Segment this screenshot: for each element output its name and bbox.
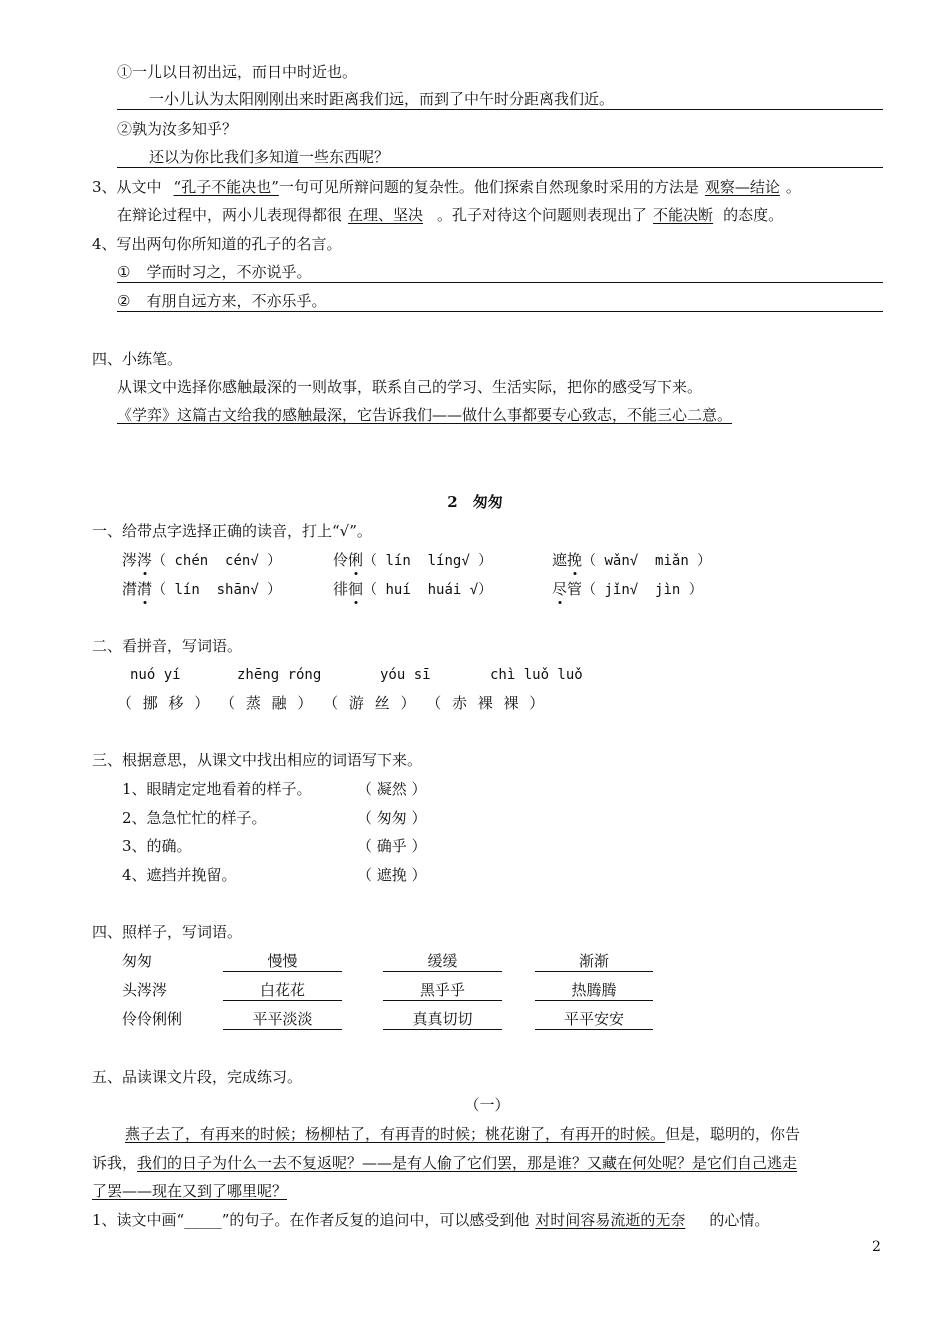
s5-para-line3: 了罢——现在又到了哪里呢？ <box>92 1182 288 1200</box>
pronunciation-item <box>122 550 281 571</box>
dotted-char: 挽 <box>567 551 583 569</box>
question-2-2: ②孰为汝多知乎？ <box>117 120 238 138</box>
question-2-1: ①一儿以日初出远，而日中时近也。 <box>117 63 358 81</box>
s3-a4: （ 遮挽 ） <box>357 866 427 884</box>
dotted-char: 徊 <box>348 580 364 598</box>
s2-pinyin-4: chì luǒ luǒ <box>490 667 583 683</box>
lesson-title: 2 匆匆 <box>447 493 503 511</box>
s4-answer-1-2: 缓缓 <box>383 951 502 972</box>
s2-pinyin-3: yóu sī <box>380 667 431 683</box>
s3-a2: （ 匆匆 ） <box>357 809 427 827</box>
s5-q1-end: 的心情。 <box>709 1211 770 1229</box>
answer-2-1: 一小儿认为太阳刚刚出来时距离我们远，而到了中午时分距离我们近。 <box>117 89 883 110</box>
question-4: 4、写出两句你所知道的孔子的名言。 <box>92 235 342 253</box>
q3-answer-2: 在理、坚决 <box>348 206 424 224</box>
s5-title: 五、品读课文片段，完成练习。 <box>92 1068 303 1086</box>
s4-answer-3-2: 真真切切 <box>383 1009 502 1030</box>
answer-4-1-num: ① <box>117 263 131 281</box>
pronunciation-item <box>552 550 711 571</box>
s5-para-underlined-2: 我们的日子为什么一去不复返呢？——是有人偷了它们罢，那是谁？又藏在何处呢？是它们自己逃走 <box>137 1154 798 1172</box>
s5-para-line2 <box>92 1153 797 1173</box>
s5-para-plain-1: 但是，聪明的，你告 <box>665 1125 801 1143</box>
s2-answers: （ 挪 移 ） （ 蒸 融 ） （ 游 丝 ） （ 赤 裸 裸 ） <box>117 694 545 712</box>
q3-text-f: 的态度。 <box>723 206 784 224</box>
pronunciation-word <box>552 551 582 569</box>
s1-title: 一、给带点字选择正确的读音，打上“√”。 <box>92 522 372 540</box>
pronunciation-word <box>122 580 152 598</box>
s4-label-3: 伶伶俐俐 <box>122 1010 183 1028</box>
q3-prefix: 3、从文中 <box>92 178 162 196</box>
pronunciation-word <box>333 551 363 569</box>
s4-answer-2-3: 热腾腾 <box>535 980 653 1001</box>
s4-title: 四、照样子，写词语。 <box>92 923 243 941</box>
s3-q2: 2、急急忙忙的样子。 <box>122 809 267 827</box>
s3-a1: （ 凝然 ） <box>357 780 427 798</box>
s5-q1-answer: 对时间容易流逝的无奈 <box>535 1211 686 1229</box>
section-4-prompt: 从课文中选择你感触最深的一则故事，联系自己的学习、生活实际，把你的感受写下来。 <box>117 378 703 396</box>
q3-answer-3: 不能决断 <box>653 206 714 224</box>
s5-q1-prefix: 1、读文中画“ <box>92 1211 185 1229</box>
s4-answer-3-1: 平平淡淡 <box>223 1009 342 1030</box>
q3-mid: 一句可见所辩问题的复杂性。他们探索自然现象时采用的方法是 <box>278 178 699 196</box>
s5-subtitle: （一） <box>464 1096 510 1114</box>
s2-pinyin-2: zhēng róng <box>237 667 322 683</box>
dotted-char: 尽 <box>552 580 568 598</box>
pronunciation-word <box>122 551 152 569</box>
s4-label-2: 头涔涔 <box>122 981 168 999</box>
s4-answer-2-1: 白花花 <box>223 980 342 1001</box>
question-3-line1 <box>92 177 801 197</box>
word-char: 管 <box>567 580 583 598</box>
pronunciation-options: （ lín líng√ ） <box>363 553 493 569</box>
dotted-char: 潸 <box>137 580 153 598</box>
word-char: 徘 <box>333 580 349 598</box>
word-char: 遮 <box>552 551 568 569</box>
pronunciation-item <box>122 579 281 600</box>
answer-2-2: 还以为你比我们多知道一些东西呢？ <box>117 147 883 168</box>
pronunciation-options: （ chén cén√ ） <box>152 553 282 569</box>
pronunciation-item <box>333 579 492 600</box>
s4-answer-1-1: 慢慢 <box>223 951 342 972</box>
s2-pinyin-1: nuó yí <box>130 667 181 683</box>
section-4-title: 四、小练笔。 <box>92 350 183 368</box>
s4-answer-3-3: 平平安安 <box>535 1009 653 1030</box>
q3-text-e: 。孔子对待这个问题则表现出了 <box>437 206 648 224</box>
answer-4-2-num: ② <box>117 292 131 310</box>
word-char: 潸 <box>122 580 138 598</box>
s3-q3: 3、的确。 <box>122 837 192 855</box>
dotted-char: 涔 <box>137 551 153 569</box>
pronunciation-options: （ wǎn√ miǎn ） <box>582 553 712 569</box>
s4-answer-2-2: 黑乎乎 <box>383 980 502 1001</box>
answer-4-2 <box>117 291 883 312</box>
answer-4-2-text: 有朋自远方来，不亦乐乎。 <box>146 292 327 310</box>
s3-title: 三、根据意思，从课文中找出相应的词语写下来。 <box>92 751 423 769</box>
pronunciation-options: （ lín shān√ ） <box>152 582 282 598</box>
pronunciation-options: （ jǐn√ jìn ） <box>582 582 703 598</box>
word-char: 伶 <box>333 551 349 569</box>
dotted-char: 俐 <box>348 551 364 569</box>
s3-q1: 1、眼睛定定地看着的样子。 <box>122 780 312 798</box>
s5-para-plain-2: 诉我， <box>92 1154 138 1172</box>
s5-q1-mid: ”的句子。在作者反复的追问中，可以感受到他 <box>221 1211 530 1229</box>
s2-title: 二、看拼音，写词语。 <box>92 637 243 655</box>
s5-q1-blank: _____ <box>184 1211 222 1229</box>
s4-answer-1-3: 渐渐 <box>535 951 653 972</box>
question-3-line2 <box>117 205 783 225</box>
s5-para-line1 <box>125 1124 800 1144</box>
q3-text-d: 在辩论过程中，两小儿表现得都很 <box>117 206 343 224</box>
q3-answer-1: 观察—结论 <box>704 178 780 196</box>
pronunciation-word <box>333 580 363 598</box>
pronunciation-item <box>333 550 492 571</box>
word-char: 涔 <box>122 551 138 569</box>
q3-quote: “孔子不能决也” <box>173 178 279 196</box>
s4-label-1: 匆匆 <box>122 952 153 970</box>
answer-4-1 <box>117 262 883 283</box>
pronunciation-item <box>552 579 703 600</box>
s3-q4: 4、遮挡并挽留。 <box>122 866 237 884</box>
q3-end: 。 <box>785 178 801 196</box>
pronunciation-word <box>552 580 582 598</box>
page-number: 2 <box>872 1239 881 1255</box>
s3-a3: （ 确乎 ） <box>357 837 427 855</box>
section-4-answer: 《学弈》这篇古文给我的感触最深，它告诉我们——做什么事都要专心致志，不能三心二意。 <box>117 406 733 424</box>
s5-para-underlined-1: 燕子去了，有再来的时候；杨柳枯了，有再青的时候；桃花谢了，有再开的时候。 <box>125 1125 666 1143</box>
answer-4-1-text: 学而时习之，不亦说乎。 <box>146 263 312 281</box>
pronunciation-options: （ huí huái √） <box>363 582 493 598</box>
s5-question-1 <box>92 1210 769 1230</box>
